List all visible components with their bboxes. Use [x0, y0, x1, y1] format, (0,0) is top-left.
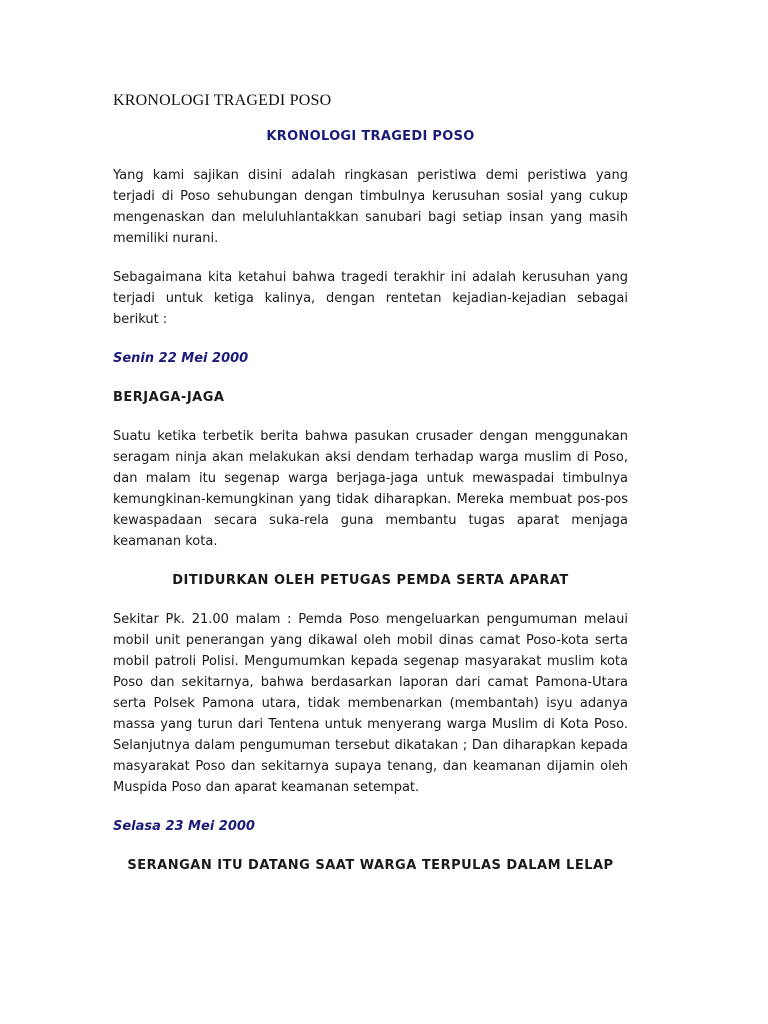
date-heading: Selasa 23 Mei 2000: [113, 819, 255, 834]
section-heading: SERANGAN ITU DATANG SAAT WARGA TERPULAS DALAM LELAP: [127, 858, 614, 873]
body-paragraph: Suatu ketika terbetik berita bahwa pasukan crusader dengan menggunakan seragam ninja akan melakukan aksi dendam terhadap warga muslim di Poso, dan malam itu segenap warga berjaga-jaga untuk mewaspadai timbulnya kemungkinan-kemungkinan yang tidak diharapkan. Mereka membuat pos-pos kewaspadaan secara suka-rela guna membantu tugas aparat menjaga keamanan kota.: [113, 429, 628, 549]
document-subtitle: KRONOLOGI TRAGEDI POSO: [266, 129, 475, 144]
intro-paragraph: Yang kami sajikan disini adalah ringkasan peristiwa demi peristiwa yang terjadi di Poso sehubungan dengan timbulnya kerusuhan sosial yang cukup mengenaskan dan meluluhlantakkan sanubari bagi setiap insan yang masih memiliki nurani.: [113, 168, 628, 246]
section-heading: BERJAGA-JAGA: [113, 390, 225, 405]
section-heading: DITIDURKAN OLEH PETUGAS PEMDA SERTA APARAT: [172, 573, 569, 588]
document-title: KRONOLOGI TRAGEDI POSO: [113, 92, 332, 109]
document-body: [113, 126, 628, 894]
date-heading: Senin 22 Mei 2000: [113, 351, 249, 366]
intro-paragraph: Sebagaimana kita ketahui bahwa tragedi terakhir ini adalah kerusuhan yang terjadi untuk ketiga kalinya, dengan rentetan kejadian-kejadian sebagai berikut :: [113, 270, 628, 327]
body-paragraph: Sekitar Pk. 21.00 malam : Pemda Poso mengeluarkan pengumuman melaui mobil unit penerangan yang dikawal oleh mobil dinas camat Poso-kota serta mobil patroli Polisi. Mengumumkan kepada segenap masyarakat muslim kota Poso dan sekitarnya, bahwa berdasarkan laporan dari camat Pamona-Utara serta Polsek Pamona utara, tidak membenarkan (membantah) isyu adanya massa yang turun dari Tentena untuk menyerang warga Muslim di Kota Poso. Selanjutnya dalam pengumuman tersebut dikatakan ; Dan diharapkan kepada masyarakat Poso dan sekitarnya supaya tenang, dan keamanan dijamin oleh Muspida Poso dan aparat keamanan setempat.: [113, 612, 628, 795]
